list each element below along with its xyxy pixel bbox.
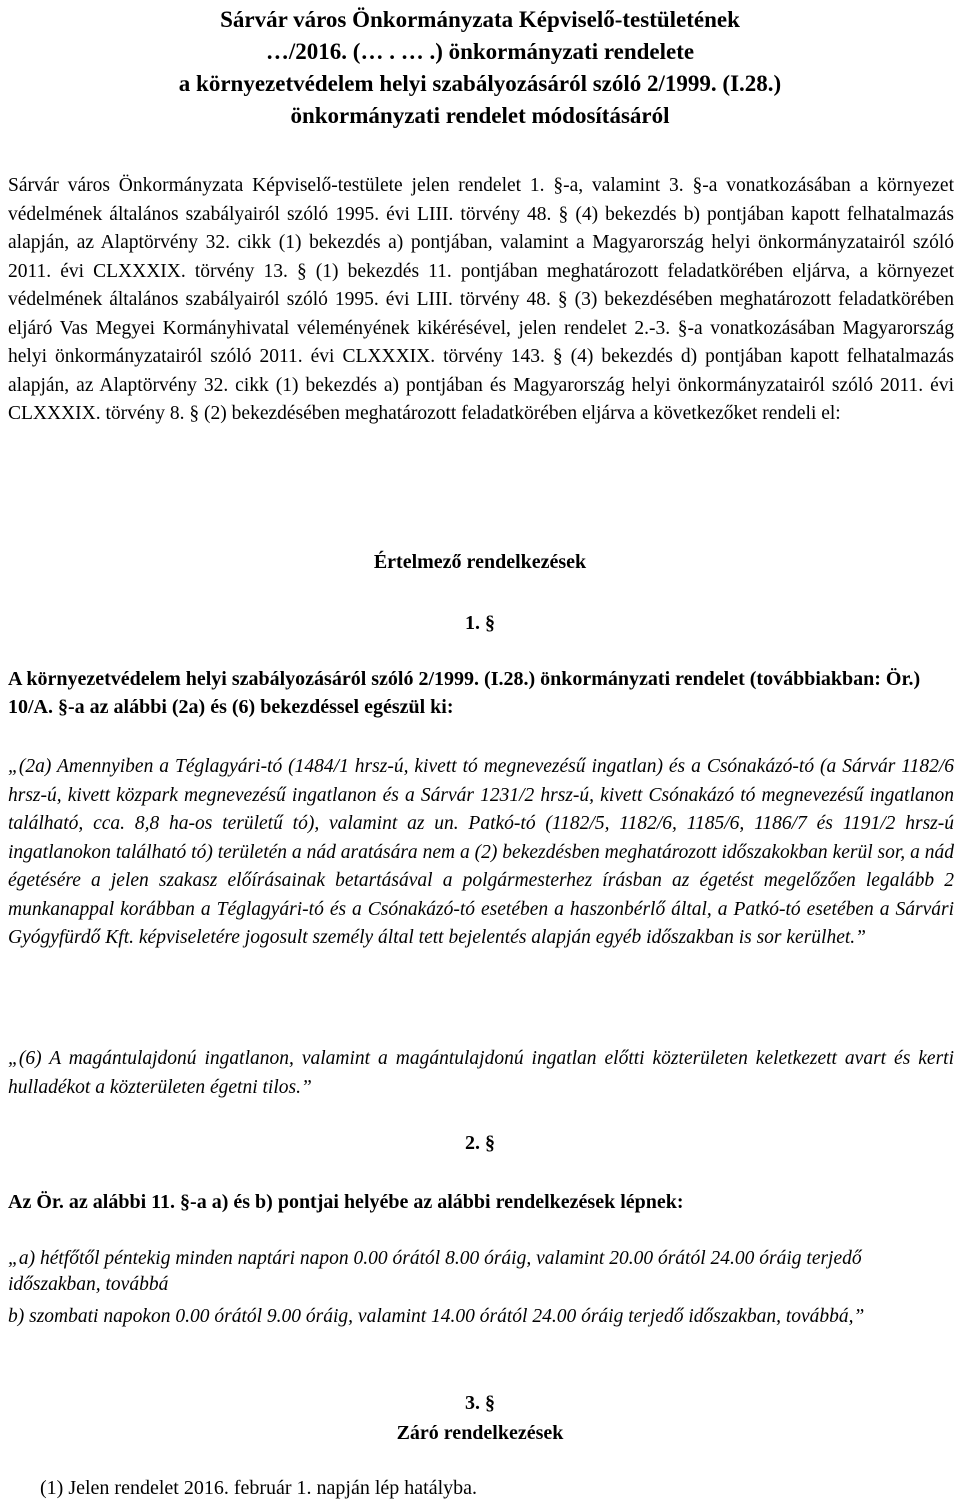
section-2-quote-a: „a) hétfőtől péntekig minden naptári napon 0.00 órától 8.00 óráig, valamint 20.00 órától 24.00 óráig terjedő időszakban, továbbá: [8, 1248, 862, 1295]
section-1-number: 1. §: [465, 612, 495, 634]
section-1-quote-2a: „(2a) Amennyiben a Téglagyári-tó (1484/1 hrsz-ú, kivett tó megnevezésű ingatlan) és a Csónakázó-tó (a Sárvár 1182/6 hrsz-ú, kivett közpark megnevezésű ingatlanon és a Sárvár 1231/2 hrsz-ú, kivett Csónakázó tó megnevezésű ingatlanon található, cca. 8,8 ha-os területű tó), valamint az un. Patkó-tó (1182/5, 1182/6, 1185/6, 1186/7 és 1191/2 hrsz-ú ingatlanokon található tó) területén a nád aratására nem a (2) bekezdésben meghatározott időszakokban kerül sor, a nád égetésére a jelen szakasz előírásainak betartásával a polgármesterhez írásban az égetést megelőzően legalább 2 munkanappal korábban a Téglagyári-tó és a Csónakázó-tó esetében a haszonbérlő által, a Patkó-tó esetében a Sárvári Gyógyfürdő Kft. képviseletére jogosult személy által tett bejelentés alapján egyéb időszakban is sor kerülhet.”: [8, 756, 954, 948]
preamble-paragraph: Sárvár város Önkormányzata Képviselő-testülete jelen rendelet 1. §-a, valamint 3. §-a vonatkozásában a környezet védelmének általános szabályairól szóló 1995. évi LIII. törvény 48. § (4) bekezdés b) pontjában kapott felhatalmazás alapján, az Alaptörvény 32. cikk (1) bekezdés a) pontjában, valamint a Magyarország helyi önkormányzatairól szóló 2011. évi CLXXXIX. törvény 13. § (1) bekezdés 11. pontjában meghatározott feladatkörében eljárva, a környezet védelmének általános szabályairól szóló 1995. évi LIII. törvény 48. § (3) bekezdésében meghatározott feladatkörében eljáró Vas Megyei Kormányhivatal véleményének kikérésével, jelen rendelet 2.-3. §-a vonatkozásában Magyarország helyi önkormányzatairól szóló 2011. évi CLXXXIX. törvény 143. § (4) bekezdés d) pontjában kapott felhatalmazás alapján, az Alaptörvény 32. cikk (1) bekezdés a) pontjában és Magyarország helyi önkormányzatairól szóló 2011. évi CLXXXIX. törvény 8. § (2) bekezdésében meghatározott feladatkörében eljárva a következőket rendeli el:: [8, 175, 954, 424]
section-1-quote-6: „(6) A magántulajdonú ingatlanon, valamint a magántulajdonú ingatlan előtti közterületen keletkezett avart és kerti hulladékot a közterületen égetni tilos.”: [8, 1048, 954, 1098]
section-3-number: 3. §: [465, 1392, 495, 1414]
section-3-text: (1) Jelen rendelet 2016. február 1. napján lép hatályba.: [40, 1477, 478, 1499]
section-3-heading: Záró rendelkezések: [396, 1422, 564, 1444]
title-line-4: önkormányzati rendelet módosításáról: [290, 103, 670, 128]
section-2-number: 2. §: [465, 1132, 495, 1154]
section-2-intro: Az Ör. az alábbi 11. §-a a) és b) pontjai helyébe az alábbi rendelkezések lépnek:: [8, 1191, 684, 1213]
title-line-3: a környezetvédelem helyi szabályozásáról szóló 2/1999. (I.28.): [178, 71, 782, 96]
section-1-intro: A környezetvédelem helyi szabályozásáról szóló 2/1999. (I.28.) önkormányzati rendelet (továbbiakban: Ör.) 10/A. §-a az alábbi (2a) és (6) bekezdéssel egészül ki:: [8, 668, 921, 718]
document-title: [0, 4, 960, 132]
section-2-quote-b: b) szombati napokon 0.00 órától 9.00 óráig, valamint 14.00 órától 24.00 óráig terjedő időszakban, továbbá,”: [8, 1306, 865, 1327]
title-line-1: Sárvár város Önkormányzata Képviselő-testületének: [220, 7, 740, 32]
section-heading-definitions: Értelmező rendelkezések: [373, 551, 587, 573]
title-line-2: …/2016. (… . … .) önkormányzati rendelete: [265, 39, 695, 64]
